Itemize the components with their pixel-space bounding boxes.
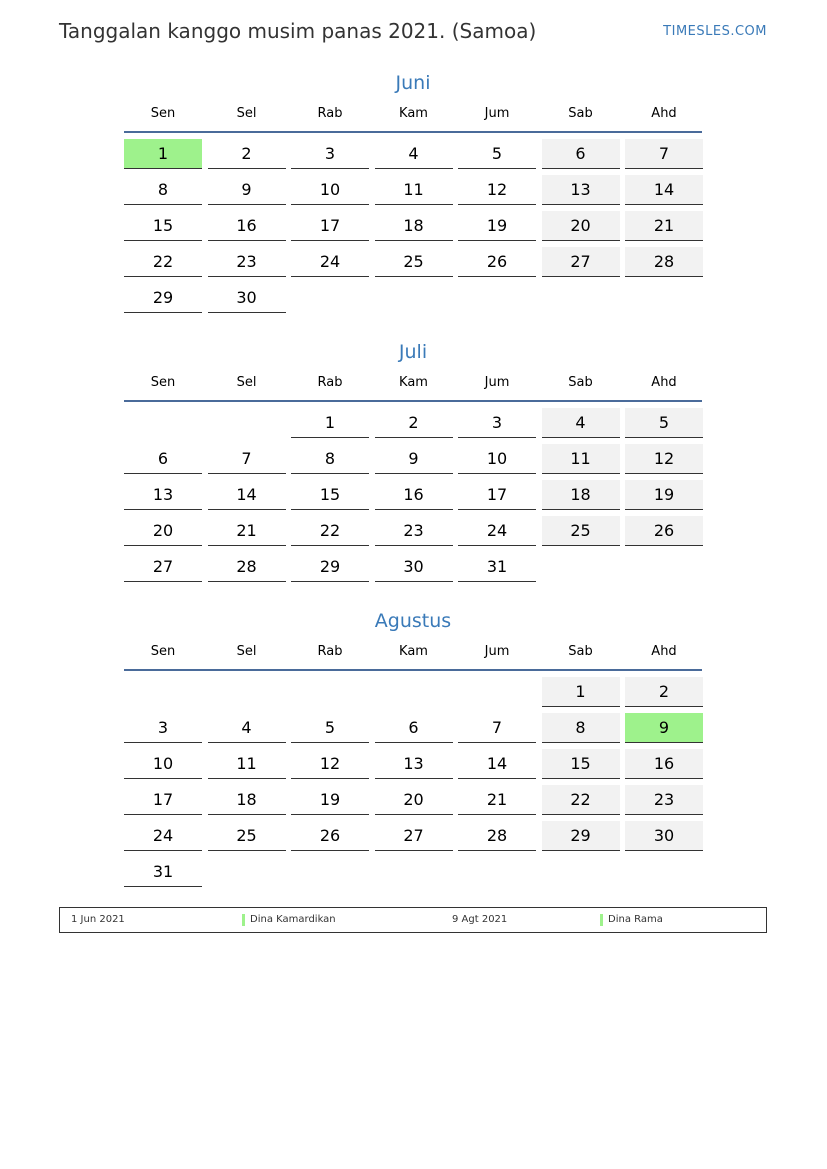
day-cell: 8 <box>542 713 620 743</box>
weekday-label: Sab <box>568 106 593 121</box>
day-cell: 18 <box>542 480 620 510</box>
day-cell: 9 <box>208 175 286 205</box>
day-cell: 11 <box>208 749 286 779</box>
day-cell: 9 <box>375 444 453 474</box>
legend-name-1: Dina Kamardikan <box>250 914 336 925</box>
weekday-label: Sel <box>236 106 257 121</box>
day-cell: 13 <box>542 175 620 205</box>
day-cell: 14 <box>208 480 286 510</box>
legend-marker-1 <box>242 914 245 926</box>
day-cell: 23 <box>625 785 703 815</box>
day-cell: 8 <box>124 175 202 205</box>
weekday-label: Sab <box>568 375 593 390</box>
day-cell: 30 <box>625 821 703 851</box>
day-cell: 14 <box>625 175 703 205</box>
day-cell: 27 <box>542 247 620 277</box>
day-cell: 20 <box>124 516 202 546</box>
day-cell: 17 <box>291 211 369 241</box>
day-cell: 10 <box>291 175 369 205</box>
day-cell: 29 <box>291 552 369 582</box>
day-cell: 6 <box>542 139 620 169</box>
day-cell: 28 <box>625 247 703 277</box>
day-cell: 21 <box>208 516 286 546</box>
day-cell: 11 <box>542 444 620 474</box>
day-cell: 21 <box>625 211 703 241</box>
day-cell: 3 <box>124 713 202 743</box>
legend-date-2: 9 Agt 2021 <box>452 914 508 925</box>
day-cell: 22 <box>124 247 202 277</box>
day-cell: 4 <box>208 713 286 743</box>
day-cell: 26 <box>625 516 703 546</box>
weekday-label: Jum <box>484 106 510 121</box>
day-cell: 3 <box>291 139 369 169</box>
month-title: Agustus <box>374 610 452 632</box>
weekday-label: Sab <box>568 644 593 659</box>
day-cell: 25 <box>208 821 286 851</box>
day-cell: 20 <box>542 211 620 241</box>
day-cell: 2 <box>375 408 453 438</box>
day-cell: 19 <box>291 785 369 815</box>
day-cell: 19 <box>458 211 536 241</box>
day-cell: 1 <box>542 677 620 707</box>
weekday-header-row <box>124 643 702 671</box>
day-cell: 19 <box>625 480 703 510</box>
brand-link[interactable]: TIMESLES.COM <box>663 24 767 39</box>
holiday-legend <box>59 907 767 933</box>
day-cell: 30 <box>208 283 286 313</box>
weekday-label: Kam <box>399 644 428 659</box>
day-cell: 15 <box>124 211 202 241</box>
day-cell: 27 <box>124 552 202 582</box>
day-cell: 24 <box>458 516 536 546</box>
holiday-day-cell: 1 <box>124 139 202 169</box>
day-cell: 30 <box>375 552 453 582</box>
weekday-label: Jum <box>484 375 510 390</box>
weekday-label: Sel <box>236 375 257 390</box>
day-cell: 31 <box>458 552 536 582</box>
day-cell: 14 <box>458 749 536 779</box>
weekday-label: Kam <box>399 375 428 390</box>
day-cell: 12 <box>291 749 369 779</box>
legend-date-1: 1 Jun 2021 <box>71 914 125 925</box>
day-cell: 12 <box>625 444 703 474</box>
day-cell: 25 <box>375 247 453 277</box>
day-cell: 7 <box>208 444 286 474</box>
day-cell: 10 <box>124 749 202 779</box>
day-cell: 24 <box>124 821 202 851</box>
weekday-label: Sen <box>150 375 176 390</box>
day-cell: 13 <box>375 749 453 779</box>
day-cell: 29 <box>542 821 620 851</box>
legend-name-2: Dina Rama <box>608 914 663 925</box>
day-cell: 12 <box>458 175 536 205</box>
day-cell: 3 <box>458 408 536 438</box>
month-calendar-juni <box>124 70 702 319</box>
day-cell: 5 <box>458 139 536 169</box>
weekday-label: Sel <box>236 644 257 659</box>
day-cell: 21 <box>458 785 536 815</box>
day-cell: 22 <box>291 516 369 546</box>
day-cell: 29 <box>124 283 202 313</box>
weekday-label: Sen <box>150 106 176 121</box>
day-cell: 18 <box>208 785 286 815</box>
day-cell: 24 <box>291 247 369 277</box>
weekday-label: Ahd <box>651 106 677 121</box>
weekday-header-row <box>124 374 702 402</box>
weekday-label: Sen <box>150 644 176 659</box>
day-cell: 20 <box>375 785 453 815</box>
day-cell: 31 <box>124 857 202 887</box>
day-cell: 23 <box>375 516 453 546</box>
day-cell: 27 <box>375 821 453 851</box>
day-cell: 17 <box>124 785 202 815</box>
weekday-label: Ahd <box>651 375 677 390</box>
day-cell: 15 <box>291 480 369 510</box>
day-cell: 8 <box>291 444 369 474</box>
month-title: Juni <box>395 72 431 94</box>
day-cell: 5 <box>291 713 369 743</box>
weekday-header-row <box>124 105 702 133</box>
day-cell: 1 <box>291 408 369 438</box>
day-cell: 18 <box>375 211 453 241</box>
weekday-label: Rab <box>317 106 343 121</box>
day-cell: 4 <box>542 408 620 438</box>
weekday-label: Jum <box>484 644 510 659</box>
month-title: Juli <box>398 341 428 363</box>
legend-marker-2 <box>600 914 603 926</box>
day-cell: 22 <box>542 785 620 815</box>
day-cell: 28 <box>208 552 286 582</box>
day-cell: 28 <box>458 821 536 851</box>
page-title: Tanggalan kanggo musim panas 2021. (Samoa) <box>59 19 537 43</box>
day-cell: 16 <box>625 749 703 779</box>
day-cell: 11 <box>375 175 453 205</box>
weekday-label: Rab <box>317 375 343 390</box>
day-cell: 16 <box>375 480 453 510</box>
day-cell: 2 <box>208 139 286 169</box>
day-cell: 17 <box>458 480 536 510</box>
weekday-label: Rab <box>317 644 343 659</box>
day-cell: 5 <box>625 408 703 438</box>
month-calendar-juli <box>124 339 702 588</box>
day-cell: 26 <box>458 247 536 277</box>
holiday-day-cell: 9 <box>625 713 703 743</box>
day-cell: 4 <box>375 139 453 169</box>
day-cell: 7 <box>458 713 536 743</box>
day-cell: 25 <box>542 516 620 546</box>
day-cell: 23 <box>208 247 286 277</box>
day-cell: 10 <box>458 444 536 474</box>
day-cell: 15 <box>542 749 620 779</box>
weekday-label: Ahd <box>651 644 677 659</box>
month-calendar-agustus <box>124 608 702 893</box>
day-cell: 13 <box>124 480 202 510</box>
weekday-label: Kam <box>399 106 428 121</box>
day-cell: 6 <box>375 713 453 743</box>
day-cell: 16 <box>208 211 286 241</box>
day-cell: 7 <box>625 139 703 169</box>
day-cell: 6 <box>124 444 202 474</box>
day-cell: 26 <box>291 821 369 851</box>
day-cell: 2 <box>625 677 703 707</box>
